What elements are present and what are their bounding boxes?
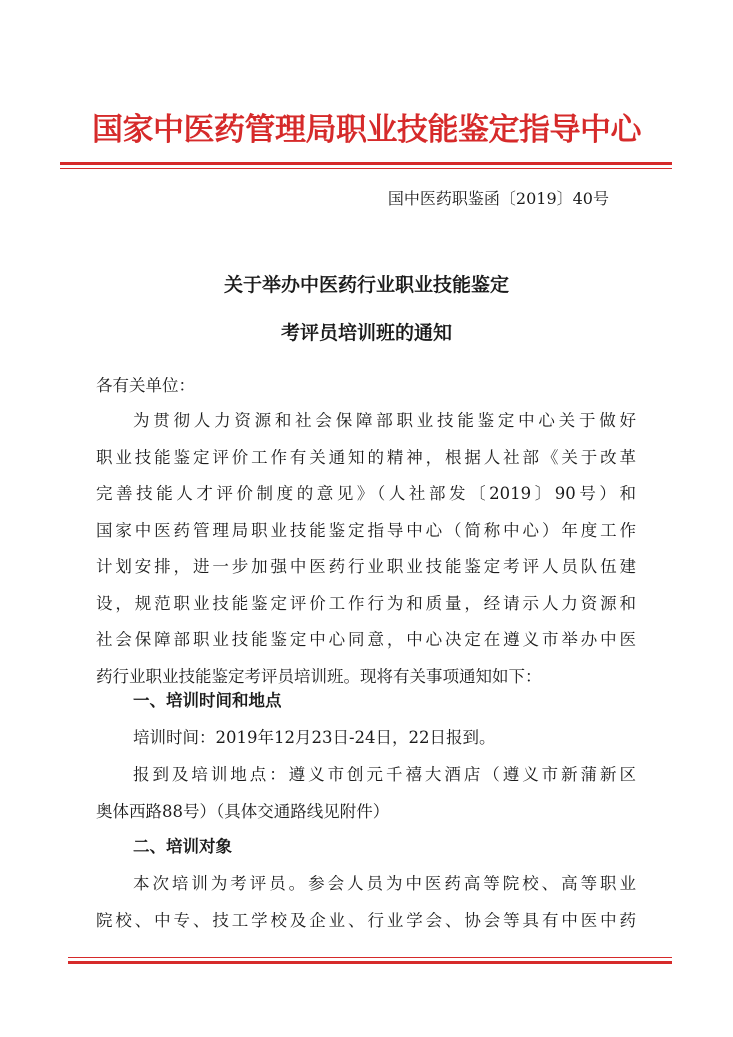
training-place-line: 奥体西路88号）（具体交通路线见附件）	[96, 801, 390, 821]
training-time-text: 培训时间：2019年12月23日-24日，22日报到。	[133, 728, 496, 747]
footer-rule-thin	[68, 957, 672, 958]
paragraph-line: 药行业职业技能鉴定考评员培训班。现将有关事项通知如下：	[96, 666, 542, 686]
training-target-line: 本次培训为考评员。参会人员为中医药高等院校、高等职业	[133, 874, 636, 893]
letterhead-rule-thin	[60, 168, 672, 169]
subject-line-1: 关于举办中医药行业职业技能鉴定	[223, 274, 509, 296]
paragraph-line: 职业技能鉴定评价工作有关通知的精神，根据人社部《关于改革	[96, 447, 636, 467]
document-number: 国中医药职鉴函〔2019〕40号	[387, 189, 609, 208]
paragraph-line: 国家中医药管理局职业技能鉴定指导中心（简称中心）年度工作	[96, 520, 636, 540]
letterhead-rule-thick	[60, 162, 672, 165]
section-heading-text: 一、培训时间和地点	[133, 691, 282, 710]
subject-line-2: 考评员培训班的通知	[280, 322, 452, 344]
section-heading-2	[96, 829, 636, 866]
training-target-line: 院校、中专、技工学校及企业、行业学会、协会等具有中医中药	[96, 910, 636, 930]
letterhead-title: 国家中医药管理局职业技能鉴定指导中心	[92, 112, 641, 148]
footer-rule-thick	[68, 961, 672, 964]
paragraph-line: 计划安排，进一步加强中医药行业职业技能鉴定考评人员队伍建	[96, 557, 636, 576]
paragraph-line: 社会保障部职业技能鉴定中心同意，中心决定在遵义市举办中医	[96, 630, 636, 649]
training-place-line: 报到及培训地点：遵义市创元千禧大酒店（遵义市新蒲新区	[133, 765, 636, 784]
paragraph-intro	[96, 403, 636, 695]
section-heading-text: 二、培训对象	[133, 837, 232, 856]
paragraph-line: 设，规范职业技能鉴定评价工作行为和质量，经请示人力资源和	[96, 593, 636, 613]
paragraph-line: 为贯彻人力资源和社会保障部职业技能鉴定中心关于做好	[133, 411, 636, 430]
training-time	[96, 720, 636, 757]
section-heading-1	[96, 683, 636, 720]
salutation	[96, 368, 636, 405]
salutation-text: 各有关单位：	[96, 376, 195, 395]
paragraph-line: 完善技能人才评价制度的意见》（人社部发〔2019〕90号）和	[96, 484, 636, 503]
training-place	[96, 757, 636, 830]
training-target	[96, 866, 636, 939]
